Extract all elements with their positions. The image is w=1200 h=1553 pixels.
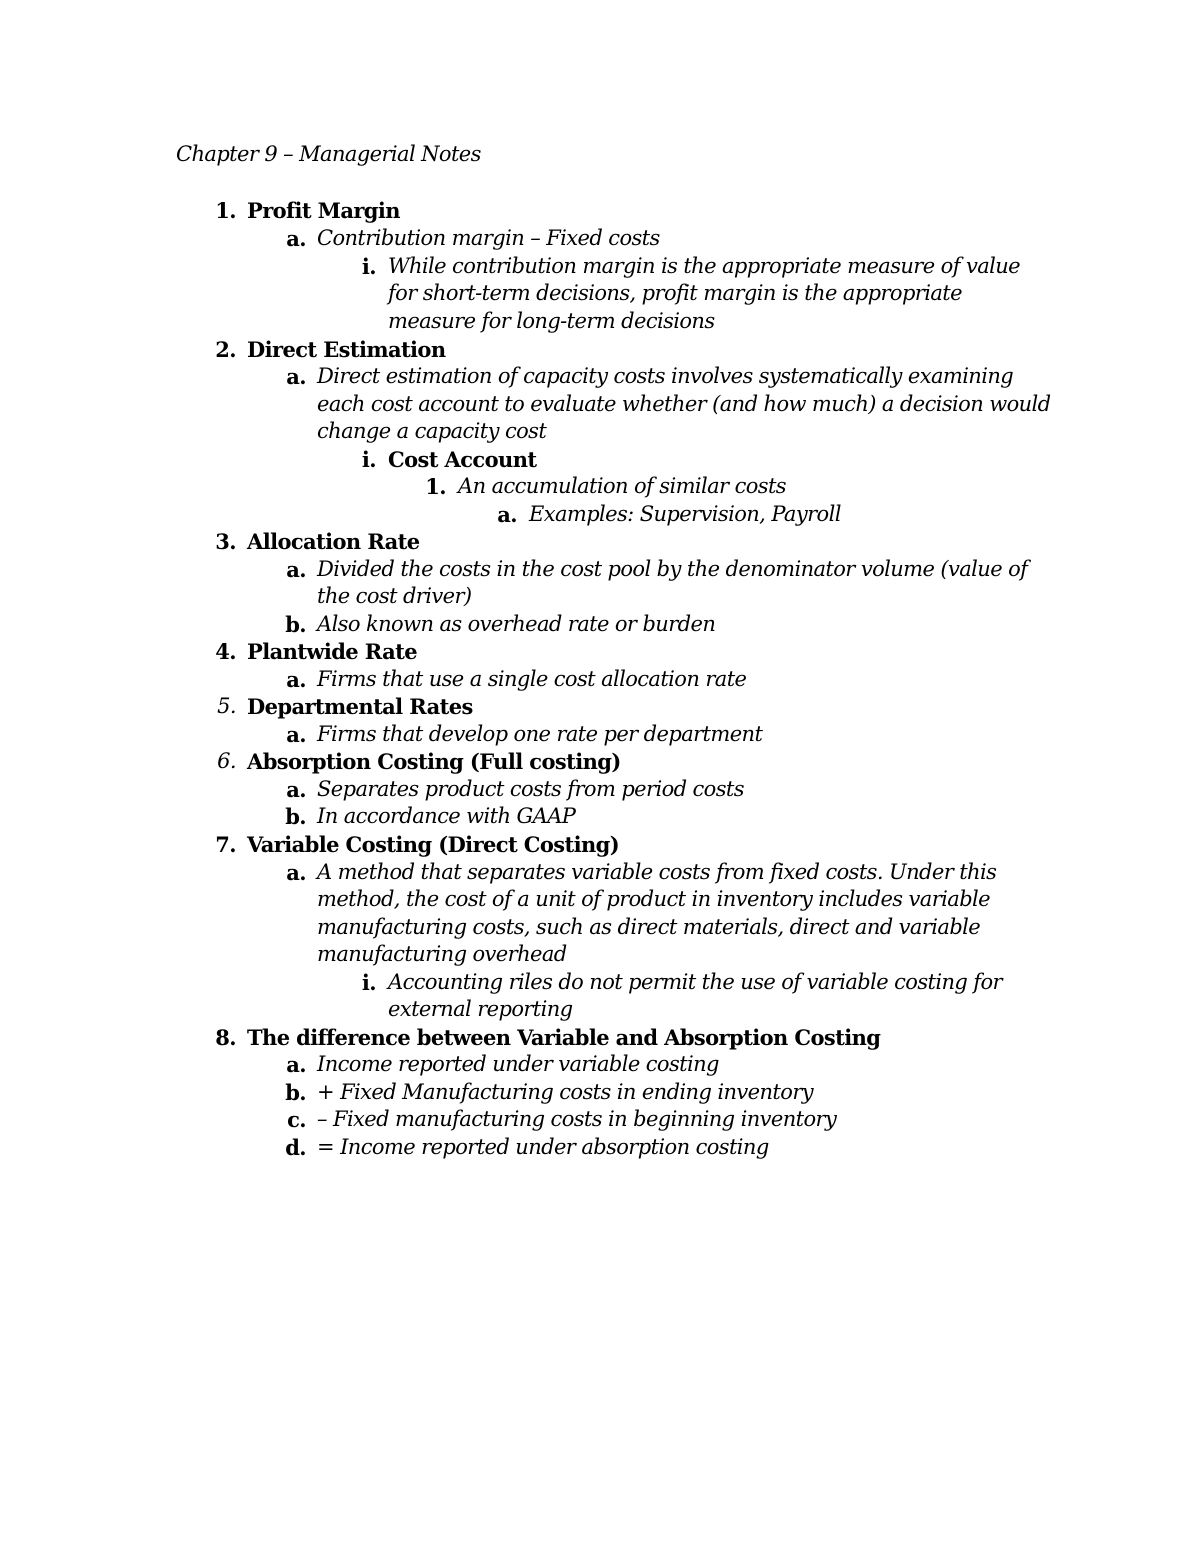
section-title: Absorption Costing (Full costing) xyxy=(247,749,621,774)
section-number: 2. xyxy=(215,337,236,362)
list-marker: i. xyxy=(361,254,376,279)
page-title: Chapter 9 – Managerial Notes xyxy=(176,142,481,166)
list-item-text: manufacturing overhead xyxy=(317,942,567,966)
list-item-text: Cost Account xyxy=(388,447,537,472)
list-item-text: Divided the costs in the cost pool by the denominator volume (value of xyxy=(317,557,1028,581)
list-marker: a. xyxy=(286,722,306,747)
list-marker: b. xyxy=(285,804,306,829)
list-item-text: While contribution margin is the appropriate measure of value xyxy=(388,254,1020,278)
section-title: Plantwide Rate xyxy=(247,639,417,664)
section-title: The difference between Variable and Absorption Costing xyxy=(247,1025,881,1050)
list-item-text: Direct estimation of capacity costs involves systematically examining xyxy=(317,364,1014,388)
section-number: 7. xyxy=(215,832,236,857)
list-item-text: change a capacity cost xyxy=(317,419,547,443)
list-item-text: measure for long-term decisions xyxy=(388,309,715,333)
list-item-text: Separates product costs from period costs xyxy=(317,777,744,801)
list-item-text: Firms that develop one rate per department xyxy=(317,722,763,746)
section-number: 6. xyxy=(217,749,236,773)
list-marker: a. xyxy=(286,777,306,802)
section-title: Variable Costing (Direct Costing) xyxy=(247,832,620,857)
section-title: Departmental Rates xyxy=(247,694,473,719)
list-marker: c. xyxy=(287,1107,306,1132)
list-item-text: – Fixed manufacturing costs in beginning inventory xyxy=(317,1107,837,1131)
list-item-text: the cost driver) xyxy=(317,584,472,608)
list-marker: a. xyxy=(497,502,517,527)
list-marker: b. xyxy=(285,1080,306,1105)
section-title: Profit Margin xyxy=(247,198,400,223)
list-marker: b. xyxy=(285,612,306,637)
list-item-text: Firms that use a single cost allocation rate xyxy=(317,667,747,691)
list-item-text: Also known as overhead rate or burden xyxy=(317,612,716,636)
list-marker: d. xyxy=(285,1135,306,1160)
list-item-text: method, the cost of a unit of product in inventory includes variable xyxy=(317,887,990,911)
list-marker: a. xyxy=(286,557,306,582)
list-marker: i. xyxy=(361,447,376,472)
list-item-text: Accounting riles do not permit the use of variable costing for xyxy=(388,970,1002,994)
list-marker: a. xyxy=(286,1052,306,1077)
list-marker: a. xyxy=(286,364,306,389)
section-number: 1. xyxy=(215,198,236,223)
list-item-text: In accordance with GAAP xyxy=(317,804,576,828)
list-item-text: Examples: Supervision, Payroll xyxy=(529,502,841,526)
list-marker: a. xyxy=(286,667,306,692)
section-title: Allocation Rate xyxy=(247,529,420,554)
list-item-text: + Fixed Manufacturing costs in ending inventory xyxy=(317,1080,814,1104)
list-marker: a. xyxy=(286,860,306,885)
section-title: Direct Estimation xyxy=(247,337,446,362)
list-marker: 1. xyxy=(425,474,446,499)
list-item-text: = Income reported under absorption costing xyxy=(317,1135,769,1159)
list-item-text: Contribution margin – Fixed costs xyxy=(317,226,660,250)
list-item-text: manufacturing costs, such as direct materials, direct and variable xyxy=(317,915,981,939)
list-item-text: A method that separates variable costs from fixed costs. Under this xyxy=(317,860,997,884)
section-number: 4. xyxy=(215,639,236,664)
section-number: 3. xyxy=(215,529,236,554)
list-item-text: external reporting xyxy=(388,997,573,1021)
list-item-text: Income reported under variable costing xyxy=(317,1052,719,1076)
list-marker: a. xyxy=(286,226,306,251)
list-item-text: each cost account to evaluate whether (and how much) a decision would xyxy=(317,392,1051,416)
list-marker: i. xyxy=(361,970,376,995)
section-number: 5. xyxy=(217,694,236,718)
section-number: 8. xyxy=(215,1025,236,1050)
list-item-text: for short-term decisions, profit margin is the appropriate xyxy=(388,281,962,305)
list-item-text: An accumulation of similar costs xyxy=(458,474,786,498)
